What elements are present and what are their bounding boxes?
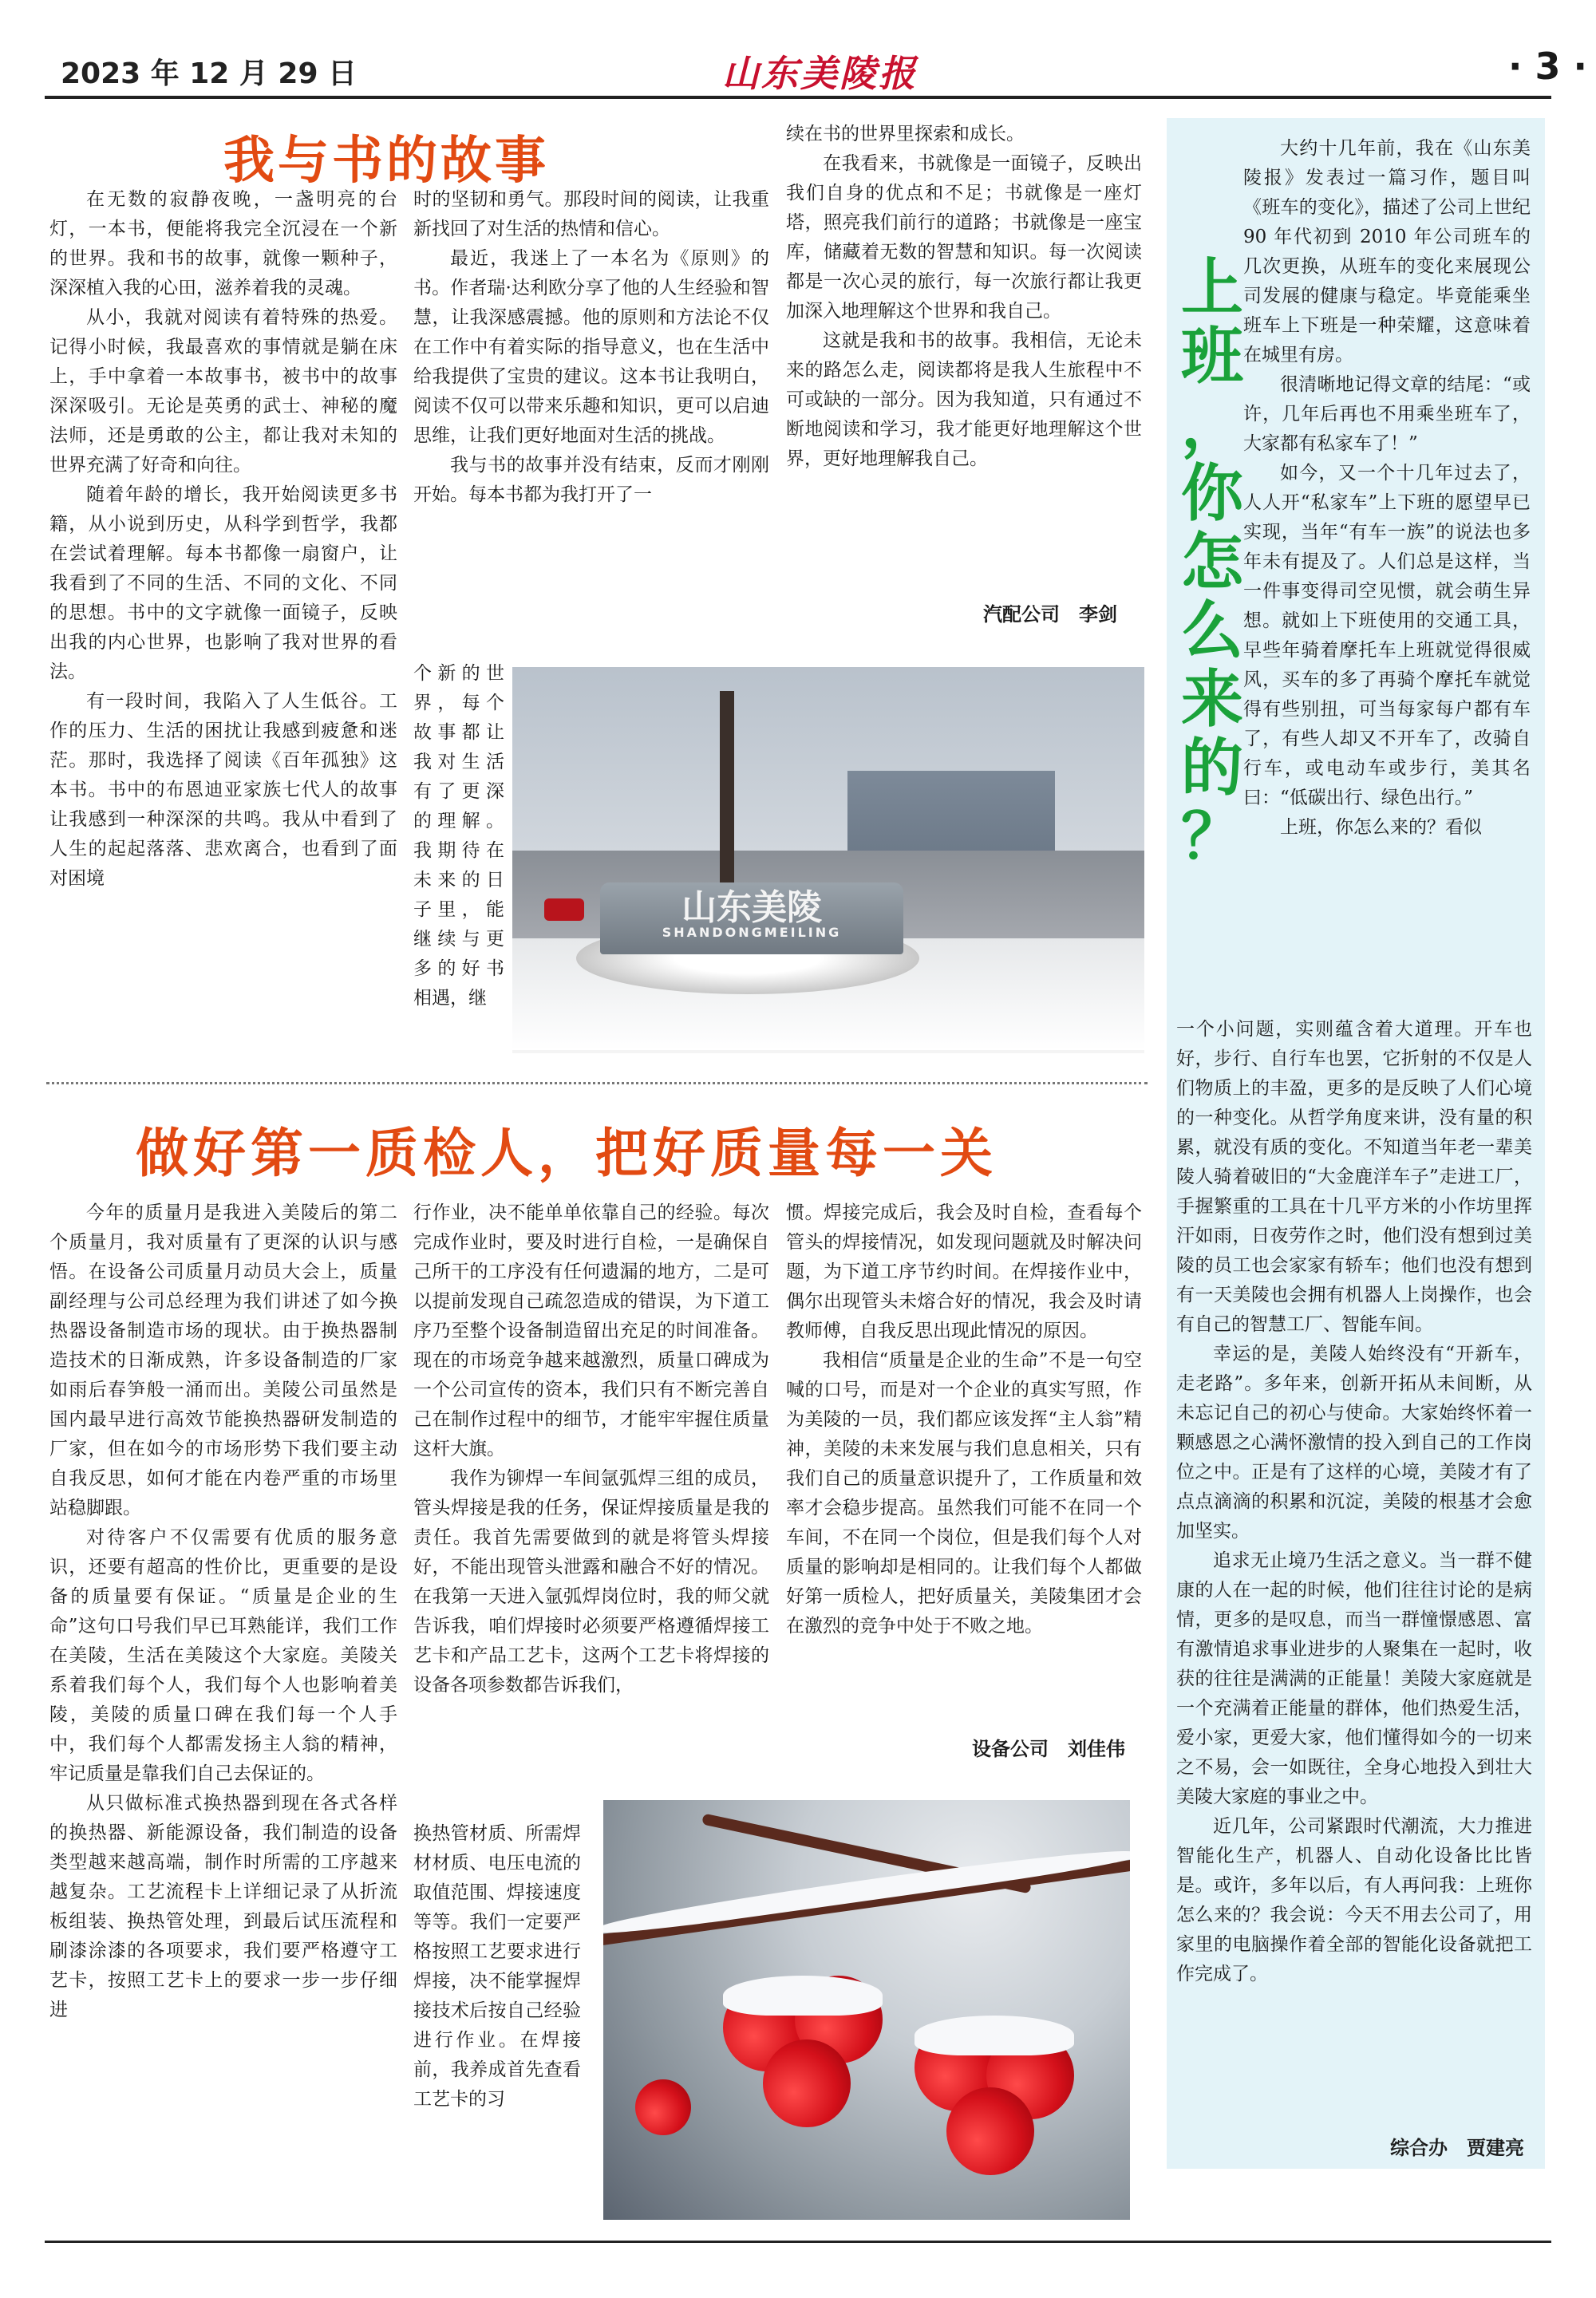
issue-date: 2023 年 12 月 29 日	[61, 57, 358, 90]
paragraph: 惯。焊接完成后，我会及时自检，查看每个管头的焊接情况，如发现问题就及时解决问题，为下道工序节约时间。在焊接作业中，偶尔出现管头未熔合好的情况，我会及时请教师傅，自我反思出现此情况的原因。	[786, 1202, 1142, 1341]
article2-byline: 设备公司 刘佳伟	[972, 1738, 1125, 1760]
paragraph: 对待客户不仅需要有优质的服务意识，还要有超高的性价比，更重要的是设备的质量要有保证。“质量是企业的生命”这句口号我们早已耳熟能详，我们工作在美陵，生活在美陵这个大家庭。美陵关系着我们每个人，我们每个人也影响着美陵，美陵的质量口碑在我们每一个人手中，我们每个人都需发扬主人翁的精神，牢记质量是靠我们自己去保证的。	[49, 1527, 397, 1784]
article2-col1	[49, 1198, 397, 2025]
paragraph: 我作为铆焊一车间氩弧焊三组的成员，管头焊接是我的任务，保证焊接质量是我的责任。我首先需要做到的就是将管头焊接好，不能出现管头泄露和融合不好的情况。在我第一天进入氩弧焊岗位时，我的师父就告诉我，咱们焊接时必须要严格遵循焊接工艺卡和产品工艺卡，这两个工艺卡将焊接的设备各项参数都告诉我们，	[413, 1468, 769, 1696]
header-rule	[45, 96, 1551, 99]
article2-col2	[413, 1198, 769, 1700]
article2-title: 做好第一质检人，把好质量每一关	[136, 1123, 998, 1184]
title-char: 上	[1181, 252, 1244, 324]
title-char: 来	[1181, 664, 1244, 736]
paragraph: 很清晰地记得文章的结尾：“或许，几年后再也不用乘坐班车了，大家都有私家车了！”	[1243, 374, 1531, 454]
newspaper-masthead: 山东美陵报	[722, 52, 918, 95]
paragraph: 个新的世界，每个故事都让我对生活有了更深的理解。我期待在未来的日子里，能继续与更多的好书相遇，继	[413, 663, 504, 1009]
section-divider	[46, 1082, 1148, 1084]
paragraph: 续在书的世界里探索和成长。	[786, 124, 1025, 144]
article1-col3	[786, 120, 1142, 474]
title-char: 么	[1181, 595, 1244, 667]
title-char: 你	[1181, 458, 1244, 530]
article1-col1	[49, 185, 397, 894]
paragraph: 一个小问题，实则蕴含着大道理。开车也好，步行、自行车也罢，它折射的不仅是人们物质上的丰盈，更多的是反映了人们心境的一种变化。从哲学角度来讲，没有量的积累，就没有质的变化。不知道当年老一辈美陵人骑着破旧的“大金鹿洋车子”走进工厂，手握繁重的工具在十几平方米的小作坊里挥汗如雨，日夜劳作之时，他们没有想到过美陵的员工也会家家有轿车；他们也没有想到有一天美陵也会拥有机器人上岗操作，也会有自己的智慧工厂、智能车间。	[1176, 1019, 1532, 1335]
paragraph: 有一段时间，我陷入了人生低谷。工作的压力、生活的困扰让我感到疲惫和迷茫。那时，我选择了阅读《百年孤独》这本书。书中的布恩迪亚家族七代人的故事让我感到一种深深的共鸣。我从中看到了人生的起起落落、悲欢离合，也看到了面对困境	[49, 691, 397, 889]
paragraph: 行作业，决不能单单依靠自己的经验。每次完成作业时，要及时进行自检，一是确保自己所干的工序没有任何遗漏的地方，二是可以提前发现自己疏忽造成的错误，为下道工序乃至整个设备制造留出充足的时间准备。现在的市场竞争越来越激烈，质量口碑成为一个公司宣传的资本，我们只有不断完善自己在制作过程中的细节，才能牢牢握住质量这杆大旗。	[413, 1202, 769, 1459]
title-char: 的	[1181, 732, 1244, 804]
sidebar-title	[1181, 252, 1244, 873]
paragraph: 今年的质量月是我进入美陵后的第二个质量月，我对质量有了更深的认识与感悟。在设备公司质量月动员大会上，质量副经理与公司总经理为我们讲述了如今换热器设备制造市场的现状。由于换热器制造技术的日渐成熟，许多设备制造的厂家如雨后春笋般一涌而出。美陵公司虽然是国内最早进行高效节能换热器研发制造的厂家，但在如今的市场形势下我们要主动自我反思，如何才能在内卷严重的市场里站稳脚跟。	[49, 1202, 397, 1518]
article1-col2-wrap	[413, 659, 504, 1013]
page-number: · 3 ·	[1508, 45, 1587, 88]
sign-chinese: 山东美陵	[681, 887, 822, 928]
snowy-campus-photo	[512, 667, 1144, 1053]
title-char: ，	[1181, 389, 1244, 461]
title-char: 班	[1181, 321, 1244, 393]
article2-col3	[786, 1198, 1142, 1641]
paragraph: 换热管材质、所需焊材材质、电压电流的取值范围、焊接速度等等。我们一定要严格按照工艺要求进行焊接，决不能掌握焊接技术后按自己经验进行作业。在焊接前，我养成首先查看工艺卡的习	[413, 1823, 581, 2110]
article2-col2-wrap	[413, 1819, 581, 2114]
paragraph: 我相信“质量是企业的生命”不是一句空喊的口号，而是对一个企业的真实写照，作为美陵的一员，我们都应该发挥“主人翁”精神，美陵的未来发展与我们息息相关，只有我们自己的质量意识提升了，工作质量和效率才会稳步提高。虽然我们可能不在同一个车间，不在同一个岗位，但是我们每个人对质量的影响却是相同的。让我们每个人都做好第一质检人，把好质量关，美陵集团才会在激烈的竞争中处于不败之地。	[786, 1350, 1142, 1637]
paragraph: 上班，你怎么来的？看似	[1280, 817, 1482, 838]
article1-col2	[413, 185, 769, 510]
paragraph: 近几年，公司紧跟时代潮流，大力推进智能化生产，机器人、自动化设备比比皆是。或许，多年以后，有人再问我：上班你怎么来的？我会说：今天不用去公司了，用家里的电脑操作着全部的智能化设备就把工作完成了。	[1176, 1816, 1532, 1984]
company-sign	[600, 882, 903, 954]
paragraph: 在无数的寂静夜晚，一盏明亮的台灯，一本书，便能将我完全沉浸在一个新的世界。我和书的故事，就像一颗种子，深深植入我的心田，滋养着我的灵魂。	[49, 189, 397, 298]
sidebar-narrow-column	[1243, 134, 1531, 843]
paragraph: 我与书的故事并没有结束，反而才刚刚开始。每本书都为我打开了一	[413, 455, 769, 505]
paragraph: 最近，我迷上了一本名为《原则》的书。作者瑞·达利欧分享了他的人生经验和智慧，让我深感震撼。他的原则和方法论不仅在工作中有着实际的指导意义，也在生活中给我提供了宝贵的建议。这本书让我明白，阅读不仅可以带来乐趣和知识，更可以启迪思维，让我们更好地面对生活的挑战。	[413, 248, 769, 446]
sign-english: SHANDONGMEILING	[662, 925, 842, 940]
paragraph: 时的坚韧和勇气。那段时间的阅读，让我重新找回了对生活的热情和信心。	[413, 189, 769, 239]
sidebar-wide-column	[1176, 1015, 1532, 1989]
paragraph: 这就是我和书的故事。我相信，无论未来的路怎么走，阅读都将是我人生旅程中不可或缺的一部分。因为我知道，只有通过不断地阅读和学习，我才能更好地理解这个世界，更好地理解我自己。	[786, 330, 1142, 469]
paragraph: 随着年龄的增长，我开始阅读更多书籍，从小说到历史，从科学到哲学，我都在尝试着理解。每本书都像一扇窗户，让我看到了不同的生活、不同的文化、不同的思想。书中的文字就像一面镜子，反映出我的内心世界，也影响了我对世界的看法。	[49, 484, 397, 682]
paragraph: 从小，我就对阅读有着特殊的热爱。记得小时候，我最喜欢的事情就是躺在床上，手中拿着一本故事书，被书中的故事深深吸引。无论是英勇的武士、神秘的魔法师，还是勇敢的公主，都让我对未知的世界充满了好奇和向往。	[49, 307, 397, 476]
article1-title: 我与书的故事	[223, 132, 549, 191]
paragraph: 追求无止境乃生活之意义。当一群不健康的人在一起的时候，他们往往讨论的是病情，更多的是叹息，而当一群憧憬感恩、富有激情追求事业进步的人聚集在一起时，收获的往往是满满的正能量！美陵大家庭就是一个充满着正能量的群体，他们热爱生活，爱小家，更爱大家，他们懂得如今的一切来之不易，会一如既往，全身心地投入到壮大美陵大家庭的事业之中。	[1176, 1550, 1532, 1807]
paragraph: 如今，又一个十几年过去了，人人开“私家车”上下班的愿望早已实现，当年“有车一族”的说法也多年未有提及了。人们总是这样，当一件事变得司空见惯，就会萌生异想。就如上下班使用的交通工具，早些年骑着摩托车上班就觉得很威风，买车的多了再骑个摩托车就觉得有些别扭，可当每家每户都有车了，有些人却又不开车了，改骑自行车，或电动车或步行，美其名曰：“低碳出行、绿色出行。”	[1243, 463, 1531, 808]
title-char: 怎	[1181, 527, 1244, 598]
paragraph: 幸运的是，美陵人始终没有“开新车，走老路”。多年来，创新开拓从未间断，从未忘记自己的初心与使命。大家始终怀着一颗感恩之心满怀激情的投入到自己的工作岗位之中。正是有了这样的心境，美陵才有了点点滴滴的积累和沉淀，美陵的根基才会愈加坚实。	[1176, 1344, 1532, 1542]
snowy-berries-photo	[603, 1800, 1130, 2220]
title-char: ？	[1181, 801, 1244, 873]
sidebar-byline: 综合办 贾建亮	[1390, 2137, 1524, 2159]
paragraph: 在我看来，书就像是一面镜子，反映出我们自身的优点和不足；书就像是一座灯塔，照亮我们前行的道路；书就像是一座宝库，储藏着无数的智慧和知识。每一次阅读都是一次心灵的旅行，每一次旅行都让我更加深入地理解这个世界和我自己。	[786, 153, 1142, 322]
paragraph: 从只做标准式换热器到现在各式各样的换热器、新能源设备，我们制造的设备类型越来越高端，制作时所需的工序越来越复杂。工艺流程卡上详细记录了从折流板组装、换热管处理，到最后试压流程和刷漆涂漆的各项要求，我们要严格遵守工艺卡，按照工艺卡上的要求一步一步仔细进	[49, 1793, 397, 2020]
footer-rule	[45, 2241, 1551, 2243]
article1-byline: 汽配公司 李剑	[983, 603, 1117, 626]
paragraph: 大约十几年前，我在《山东美陵报》发表过一篇习作，题目叫《班车的变化》，描述了公司上世纪 90 年代初到 2010 年公司班车的几次更换，从班车的变化来展现公司发展的健康与稳定。毕竟能乘坐班车上下班是一种荣耀，这意味着在城里有房。	[1243, 138, 1531, 365]
